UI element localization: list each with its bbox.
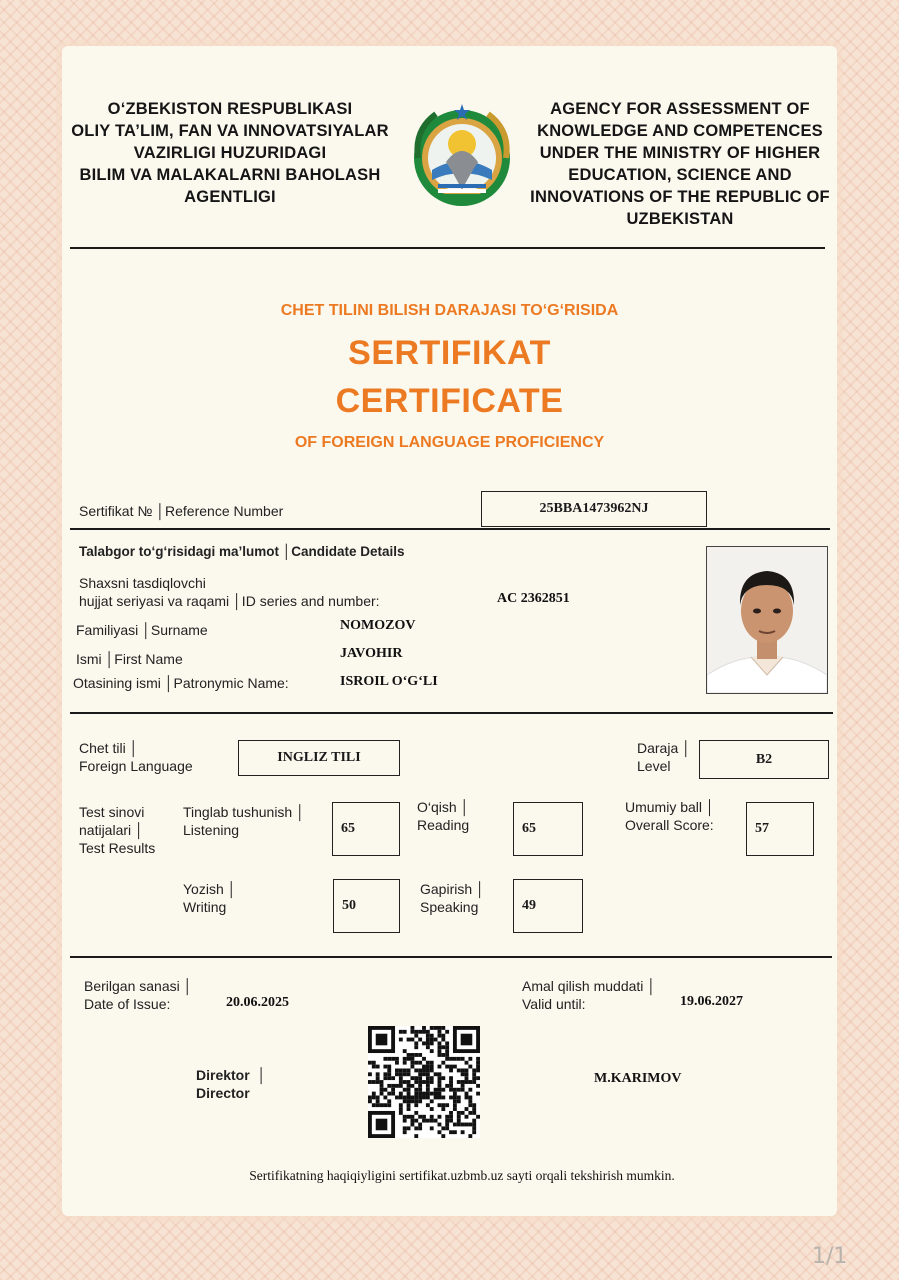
level-label-line1: Daraja │ xyxy=(637,740,691,756)
firstname-label: Ismi │First Name xyxy=(76,651,183,667)
header-right-line: EDUCATION, SCIENCE AND xyxy=(568,166,792,184)
header-right-line: UZBEKISTAN xyxy=(626,210,734,228)
id-label-line2: hujjat seriyasi va raqami │ID series and number: xyxy=(79,593,380,609)
header-left-line: BILIM VA MALAKALARNI BAHOLASH xyxy=(79,166,381,184)
header-left-line: VAZIRLIGI HUZURIDAGI xyxy=(133,144,327,162)
id-value: AC 2362851 xyxy=(497,591,570,606)
header-divider xyxy=(70,247,825,249)
results-label-line2: natijalari │ xyxy=(79,822,144,838)
results-label-line1: Test sinovi xyxy=(79,804,145,820)
speaking-label-line2: Speaking xyxy=(420,899,479,915)
header-right-text xyxy=(520,98,840,230)
issue-date-value: 20.06.2025 xyxy=(226,995,289,1010)
overall-label-line2: Overall Score: xyxy=(625,817,714,833)
firstname-value: JAVOHIR xyxy=(340,646,403,661)
header-left-line: AGENTLIGI xyxy=(184,188,276,206)
valid-label-line1: Amal qilish muddati │ xyxy=(522,978,657,994)
reference-label: Sertifikat № │Reference Number xyxy=(79,503,284,519)
valid-date-value: 19.06.2027 xyxy=(680,994,743,1009)
issue-label-line2: Date of Issue: xyxy=(84,996,171,1012)
overall-score: 57 xyxy=(746,802,814,856)
results-divider xyxy=(70,956,832,958)
issue-label-line1: Berilgan sanasi │ xyxy=(84,978,193,994)
verification-note: Sertifikatning haqiqiyligini sertifikat.uzbmb.uz sayti orqali tekshirish mumkin. xyxy=(249,1168,675,1183)
overall-label-line1: Umumiy ball │ xyxy=(625,799,715,815)
language-value: INGLIZ TILI xyxy=(238,740,400,776)
language-label-line2: Foreign Language xyxy=(79,758,193,774)
valid-label-line2: Valid until: xyxy=(522,996,586,1012)
page-indicator: 1/1 xyxy=(812,1244,848,1269)
header-right-line: INNOVATIONS OF THE REPUBLIC OF xyxy=(530,188,830,206)
title-subtitle-uz: CHET TILINI BILISH DARAJASI TO‘G‘RISIDA xyxy=(280,302,619,319)
writing-label-line2: Writing xyxy=(183,899,227,915)
surname-value: NOMOZOV xyxy=(340,618,416,633)
uzbekistan-state-emblem-icon xyxy=(408,100,516,212)
level-label-line2: Level xyxy=(637,758,671,774)
language-label-line1: Chet tili │ xyxy=(79,740,139,756)
reading-label-line1: O‘qish │ xyxy=(417,799,470,815)
header-left-text xyxy=(60,98,400,208)
reading-score: 65 xyxy=(513,802,583,856)
writing-label-line1: Yozish │ xyxy=(183,881,237,897)
reference-divider xyxy=(70,528,830,530)
speaking-label-line1: Gapirish │ xyxy=(420,881,485,897)
listening-label-line1: Tinglab tushunish │ xyxy=(183,804,305,820)
header-right-line: AGENCY FOR ASSESSMENT OF xyxy=(550,100,810,118)
header-right-line: UNDER THE MINISTRY OF HIGHER xyxy=(539,144,821,162)
results-label-line3: Test Results xyxy=(79,840,156,856)
speaking-score: 49 xyxy=(513,879,583,933)
title-main-en: CERTIFICATE xyxy=(335,382,564,420)
director-label-line1: Direktor │ xyxy=(196,1067,267,1083)
writing-score: 50 xyxy=(333,879,400,933)
header-left-line: OLIY TA’LIM, FAN VA INNOVATSIYALAR xyxy=(71,122,389,140)
title-main-uz: SERTIFIKAT xyxy=(348,334,551,372)
id-label-line1: Shaxsni tasdiqlovchi xyxy=(79,575,206,591)
director-label-line2: Director xyxy=(196,1085,250,1101)
candidate-section-title: Talabgor to‘g‘risidagi ma’lumot │Candidate Details xyxy=(79,544,405,559)
candidate-photo xyxy=(706,546,828,694)
header-right-line: KNOWLEDGE AND COMPETENCES xyxy=(537,122,823,140)
listening-score: 65 xyxy=(332,802,400,856)
verification-qr-code[interactable] xyxy=(368,1026,480,1138)
patronymic-value: ISROIL O‘G‘LI xyxy=(340,674,438,689)
patronymic-label: Otasining ismi │Patronymic Name: xyxy=(73,675,289,691)
header-left-line: O‘ZBEKISTON RESPUBLIKASI xyxy=(107,100,353,118)
director-name: M.KARIMOV xyxy=(594,1071,682,1086)
title-subtitle-en: OF FOREIGN LANGUAGE PROFICIENCY xyxy=(294,434,605,451)
reference-value: 25BBA1473962NJ xyxy=(481,491,707,527)
reading-label-line2: Reading xyxy=(417,817,470,833)
listening-label-line2: Listening xyxy=(183,822,240,838)
candidate-divider xyxy=(70,712,833,714)
surname-label: Familiyasi │Surname xyxy=(76,622,208,638)
level-value: B2 xyxy=(699,740,829,779)
